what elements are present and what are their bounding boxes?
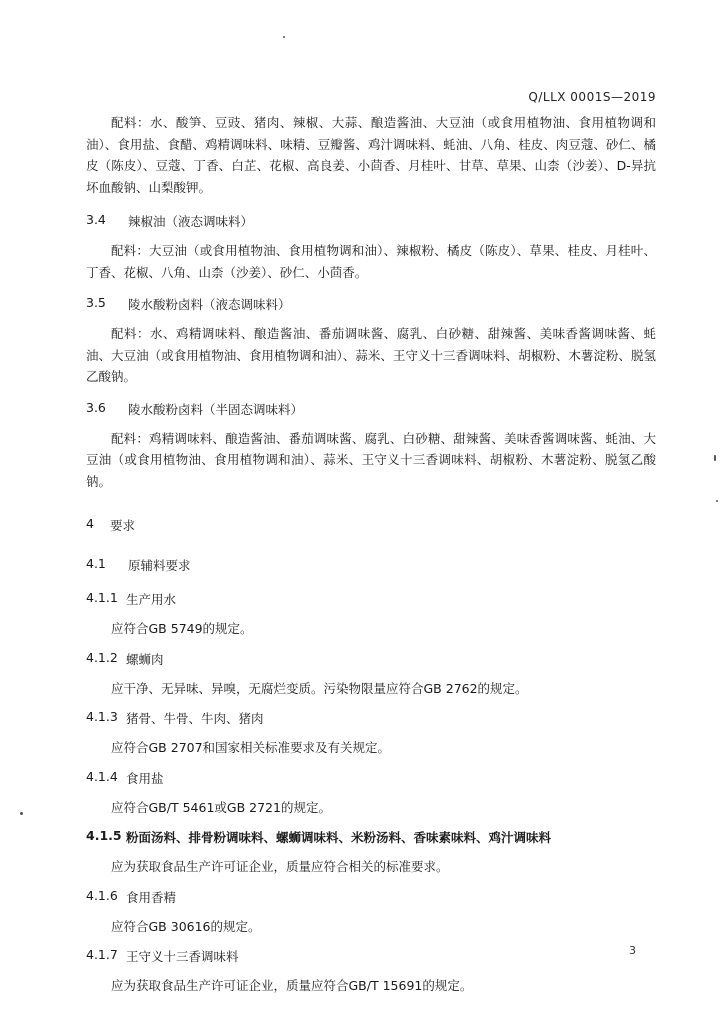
section-4-1-3-heading: [86, 709, 656, 727]
section-title: 王守义十三香调味料: [126, 949, 239, 964]
section-3-5-heading: [86, 295, 656, 313]
requirement-text: 应为获取食品生产许可证企业，质量应符合GB/T 15691的规定。: [111, 978, 473, 993]
section-title: 陵水酸粉卤料（液态调味料）: [128, 297, 291, 312]
section-title: 螺蛳肉: [126, 651, 164, 667]
ingredients-paragraph-3-3: 配料：水、酸笋、豆豉、猪肉、辣椒、大蒜、酿造酱油、大豆油（或食用植物油、食用植物调和油）、食用盐、食醋、鸡精调味料、味精、豆瓣酱、鸡汁调味料、蚝油、八角、桂皮、肉豆蔻、砂仁、橘皮（陈皮）、豆蔻、丁香、白芷、花椒、高良姜、小茴香、月桂叶、甘草、草果、山柰（沙姜）、D-异抗坏血酸钠、山梨酸钾。: [86, 115, 656, 195]
section-number: 4.1.1: [86, 590, 118, 605]
section-4-heading: [86, 516, 656, 534]
scan-speck: [283, 36, 285, 38]
ingredients-paragraph-3-6: 配料：鸡精调味料、酿造酱油、番茄调味酱、腐乳、白砂糖、甜辣酱、美味香酱调味酱、蚝油、大豆油（或食用植物油、食用植物调和油）、蒜米、王守义十三香调味料、胡椒粉、木薯淀粉、脱氢乙酸钠。: [86, 430, 656, 489]
requirement-text: 应符合GB/T 5461或GB 2721的规定。: [111, 799, 331, 815]
section-4-1-7-heading: [86, 947, 656, 965]
section-title: 要求: [110, 518, 136, 533]
section-number: 4.1.5: [86, 828, 122, 843]
requirement-text: 应符合GB 2707和国家相关标准要求及有关规定。: [111, 740, 391, 755]
document-body: [86, 112, 656, 997]
section-title: 陵水酸粉卤料（半固态调味料）: [128, 401, 304, 417]
requirement-text: 应符合GB 5749的规定。: [111, 621, 253, 636]
section-3-4-heading: [86, 212, 656, 230]
section-number: 4.1.4: [86, 768, 118, 784]
section-title: 粉面汤料、排骨粉调味料、螺蛳调味料、米粉汤料、香味素味料、鸡汁调味料: [126, 830, 552, 845]
section-4-1-2-heading: [86, 650, 656, 668]
section-4-1-heading: [86, 556, 656, 574]
page-number: 3: [629, 944, 636, 957]
section-4-1-6-heading: [86, 888, 656, 906]
ingredients-paragraph-3-5: 配料：水、鸡精调味料、酿造酱油、番茄调味酱、腐乳、白砂糖、甜辣酱、美味香酱调味酱、蚝油、大豆油（或食用植物油、食用植物调和油）、蒜米、王守义十三香调味料、胡椒粉、木薯淀粉、脱氢乙酸钠。: [86, 326, 656, 384]
scan-speck: [20, 812, 23, 815]
scan-speck: [716, 500, 718, 502]
section-number: 4.1.6: [86, 887, 118, 903]
section-number: 4: [86, 516, 94, 531]
scan-speck: [714, 455, 716, 461]
section-title: 食用香精: [126, 889, 177, 905]
section-number: 4.1.2: [86, 649, 118, 665]
section-number: 3.4: [86, 212, 106, 227]
section-number: 4.1.3: [86, 709, 118, 724]
requirement-text: 应为获取食品生产许可证企业，质量应符合相关的标准要求。: [111, 859, 449, 874]
section-title: 猪骨、牛骨、牛肉、猪肉: [126, 711, 264, 726]
requirement-text: 应符合GB 30616的规定。: [111, 918, 261, 934]
standard-code: Q/LLX 0001S—2019: [528, 90, 656, 104]
section-title: 辣椒油（液态调味料）: [128, 214, 254, 229]
section-number: 3.6: [86, 399, 106, 415]
section-4-1-4-heading: [86, 769, 656, 787]
section-number: 4.1.7: [86, 947, 118, 962]
section-title: 原辅料要求: [128, 558, 191, 573]
section-title: 生产用水: [126, 592, 177, 607]
section-4-1-5-heading: [86, 828, 656, 846]
ingredients-paragraph-3-4: 配料：大豆油（或食用植物油、食用植物调和油）、辣椒粉、橘皮（陈皮）、草果、桂皮、月桂叶、丁香、花椒、八角、山柰（沙姜）、砂仁、小茴香。: [86, 243, 656, 280]
section-4-1-1-heading: [86, 590, 656, 608]
section-number: 3.5: [86, 295, 106, 310]
section-number: 4.1: [86, 556, 106, 571]
requirement-text: 应干净、无异味、异嗅，无腐烂变质。污染物限量应符合GB 2762的规定。: [111, 680, 528, 696]
section-title: 食用盐: [126, 770, 164, 786]
section-3-6-heading: [86, 400, 656, 418]
